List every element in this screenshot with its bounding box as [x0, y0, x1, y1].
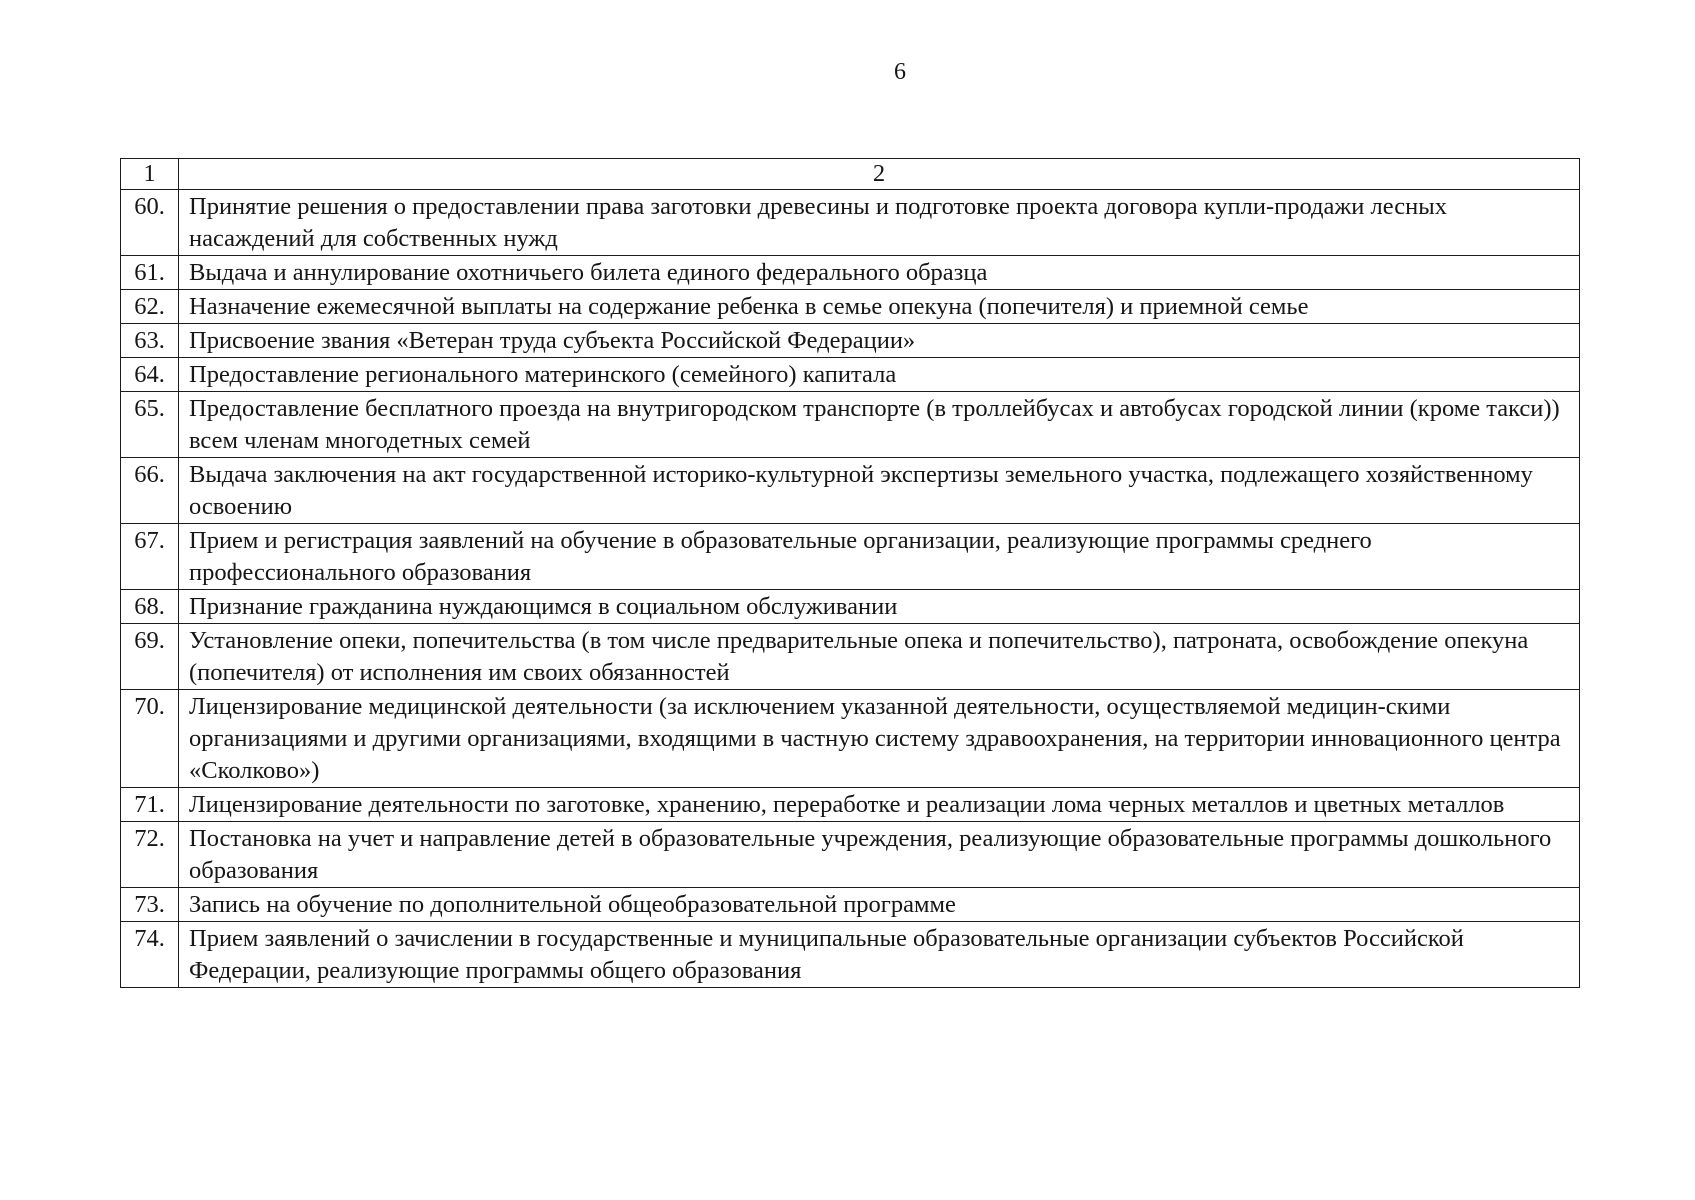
row-number: 72.: [121, 822, 179, 888]
service-name: Лицензирование деятельности по заготовке, хранению, переработке и реализации лома черных металлов и цветных металлов: [179, 788, 1580, 822]
service-name: Выдача заключения на акт государственной историко-культурной экспертизы земельного участка, подлежащего хозяйственному освоению: [179, 458, 1580, 524]
service-name: Предоставление бесплатного проезда на внутригородском транспорте (в троллейбусах и автобусах городской линии (кроме такси)) всем членам многодетных семей: [179, 392, 1580, 458]
table-row: [121, 590, 1580, 624]
row-number: 67.: [121, 524, 179, 590]
service-name: Присвоение звания «Ветеран труда субъекта Российской Федерации»: [179, 324, 1580, 358]
page-number: 6: [894, 59, 906, 85]
row-number: 71.: [121, 788, 179, 822]
row-number: 68.: [121, 590, 179, 624]
table-row: [121, 788, 1580, 822]
row-number: 73.: [121, 888, 179, 922]
row-number: 63.: [121, 324, 179, 358]
services-table: [120, 158, 1580, 988]
row-number: 64.: [121, 358, 179, 392]
service-name: Выдача и аннулирование охотничьего билета единого федерального образца: [179, 256, 1580, 290]
row-number: 74.: [121, 922, 179, 988]
row-number: 62.: [121, 290, 179, 324]
table-row: [121, 888, 1580, 922]
table-row: [121, 324, 1580, 358]
service-name: Лицензирование медицинской деятельности (за исключением указанной деятельности, осуществляемой медицин-скими организациями и другими организациями, входящими в частную систему здравоохранения, на территории инновационного центра «Сколково»): [179, 690, 1580, 788]
table-row: [121, 256, 1580, 290]
table-row: [121, 392, 1580, 458]
service-name: Признание гражданина нуждающимся в социальном обслуживании: [179, 590, 1580, 624]
service-name: Принятие решения о предоставлении права заготовки древесины и подготовке проекта договора купли-продажи лесных насаждений для собственных нужд: [179, 190, 1580, 256]
table-row: [121, 624, 1580, 690]
table-row: [121, 358, 1580, 392]
service-name: Установление опеки, попечительства (в том числе предварительные опека и попечительство), патроната, освобождение опекуна (попечителя) от исполнения им своих обязанностей: [179, 624, 1580, 690]
column-number-header: 2: [179, 159, 1580, 190]
row-number: 66.: [121, 458, 179, 524]
table-row: [121, 524, 1580, 590]
table-row: [121, 190, 1580, 256]
column-number-header: 1: [121, 159, 179, 190]
service-name: Прием и регистрация заявлений на обучение в образовательные организации, реализующие программы среднего профессионального образования: [179, 524, 1580, 590]
table-row: [121, 690, 1580, 788]
service-name: Постановка на учет и направление детей в образовательные учреждения, реализующие образовательные программы дошкольного образования: [179, 822, 1580, 888]
row-number: 60.: [121, 190, 179, 256]
row-number: 65.: [121, 392, 179, 458]
service-name: Запись на обучение по дополнительной общеобразовательной программе: [179, 888, 1580, 922]
row-number: 61.: [121, 256, 179, 290]
table-row: [121, 822, 1580, 888]
table-row: [121, 290, 1580, 324]
service-name: Предоставление регионального материнского (семейного) капитала: [179, 358, 1580, 392]
service-name: Назначение ежемесячной выплаты на содержание ребенка в семье опекуна (попечителя) и приемной семье: [179, 290, 1580, 324]
row-number: 70.: [121, 690, 179, 788]
table-row: [121, 458, 1580, 524]
service-name: Прием заявлений о зачислении в государственные и муниципальные образовательные организации субъектов Российской Федерации, реализующие программы общего образования: [179, 922, 1580, 988]
row-number: 69.: [121, 624, 179, 690]
table-row: [121, 922, 1580, 988]
table-header-row: [121, 159, 1580, 190]
